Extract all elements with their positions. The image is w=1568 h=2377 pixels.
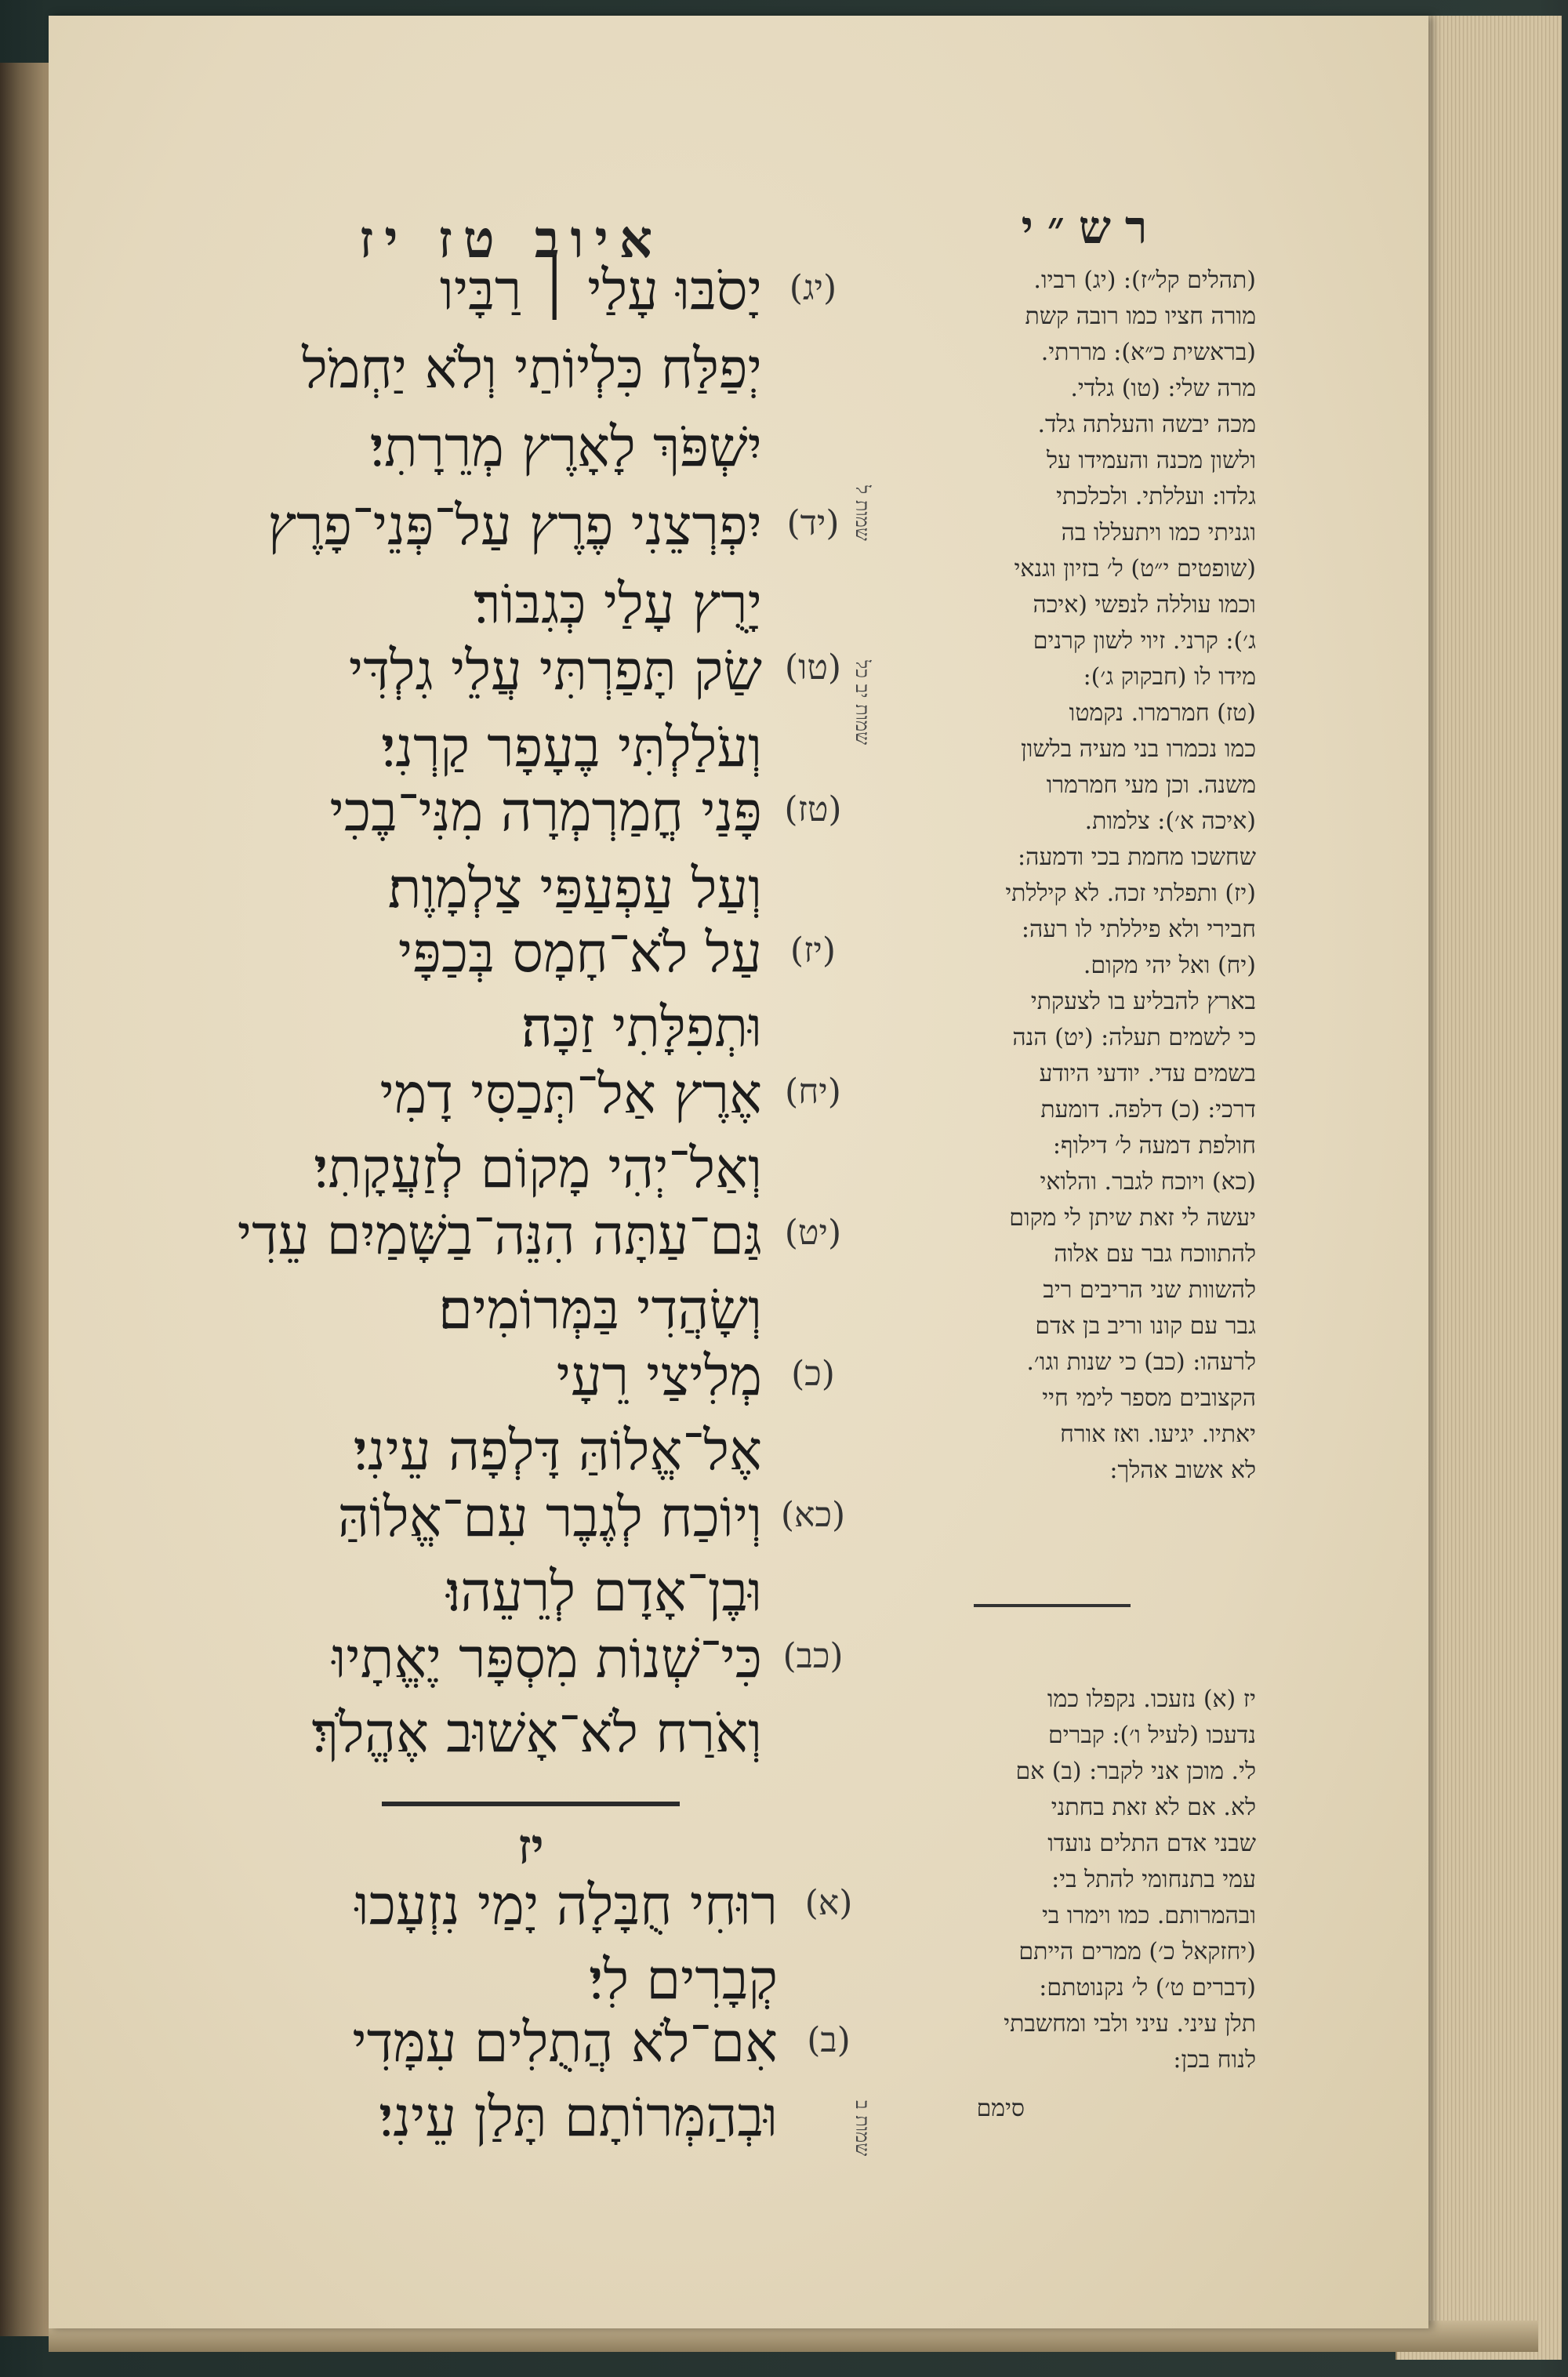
verse-number: (ב) [807,2020,851,2060]
commentary-separator [974,1604,1131,1607]
page-header-rashi: רש״י [1021,201,1162,254]
commentary-line: חבירי ולא פיללתי לו רעה: [1021,916,1256,943]
page-header-main: איוב טז יז [358,209,664,270]
verse-line: וְיוֹכַח לְגֶבֶר עִם־אֱלוֹהַּ [337,1485,762,1549]
commentary-line: בארץ להבליע בו לצעקתי [1030,988,1256,1015]
verse-line: שַׂק תָּפַרְתִּי עֲלֵי גִלְדִּי [348,638,762,702]
catchword: סימם [976,2095,1025,2122]
verse-number: (א) [804,1883,853,1923]
commentary-line: נדעכו (לעיל ו׳): קברים [1048,1722,1256,1749]
verse-line: וְשָׂהֲדִי בַּמְּרוֹמִים׃ [437,1277,762,1341]
commentary-line: (יח) ואל יהי מקום. [1083,952,1256,979]
commentary-line: (דברים ט׳) ל׳ נקנוטתם: [1039,1974,1256,2001]
commentary-line: שחשכו מחמת בכי ודמעה: [1017,844,1256,871]
commentary-line: וגניתי כמו ויתעללו בה [1061,519,1256,546]
commentary-line: לא אשוב אהלך: [1109,1457,1256,1484]
chapter-heading: יז [517,1818,544,1875]
commentary-line: (יחזקאל כ׳) ממרים הייתם [1018,1938,1256,1965]
commentary-line: שבני אדם התלים נועדו [1047,1830,1256,1857]
verse-number: (יד) [786,503,840,543]
commentary-line: דרכי: (כ) דלפה. דומעת [1040,1096,1256,1123]
verse-line: יְפַלַּח כִּלְיוֹתַי וְלֹא יַחְמֹל [302,336,762,401]
commentary-line: להתווכח גבר עם אלוה [1054,1240,1256,1268]
verse-number: (יח) [785,1072,841,1112]
verse-line: וּתְפִלָּתִי זַכָּה׃ [521,995,762,1059]
commentary-line: כי לשמים תעלה: (יט) הנה [1012,1024,1256,1051]
commentary-line: מורה חציו כמו רובה קשת [1025,303,1256,330]
margin-reference: שמות ל [851,485,873,541]
book-spine [0,63,49,2336]
commentary-line: בשמים עדי. יודעי היודע [1039,1060,1256,1087]
commentary-line: (תהלים קל״ז): (יג) רביו. [1033,267,1256,294]
verse-line: עַל לֹא־חָמָס בְּכַפָּי [397,920,762,985]
verse-line: וְעֹלַלְתִּי בֶעָפָר קַרְנִי׃ [381,715,762,779]
verse-line: קְבָרִים לִי׃ [589,1947,778,2012]
commentary-line: גלדו: ועללתי. ולכלכתי [1056,483,1256,510]
verse-line: יִפְרְצֵנִי פֶרֶץ עַל־פְּנֵי־פָרֶץ [267,493,762,557]
verse-line: מְלִיצַי רֵעָי [556,1344,762,1408]
commentary-line: ג׳): קרני. זיוי לשון קרנים [1033,627,1256,655]
verse-line: רוּחִי חֻבָּלָה יָמַי נִזְעָכוּ [354,1873,778,1937]
commentary-line: יאתיו. יגיעו. ואז אורח [1060,1421,1256,1448]
commentary-line: כמו נכמרו בני מעיה בלשון [1021,735,1256,763]
margin-reference: שמות ב [851,2099,873,2156]
verse-line: פָּנַי חֳמַרְמְרָה מִנִּי־בֶכִי [329,779,762,844]
commentary-line: משנה. וכן מעי חמרמרו [1046,771,1256,799]
verse-line: יָרֻץ עָלַי כְּגִבּוֹר׃ [474,572,762,636]
verse-line: וְעַל עַפְעַפַּי צַלְמָוֶת׃ [387,856,762,920]
commentary-line: ובהמרותם. כמו וימרו בי [1042,1902,1256,1929]
verse-line: יִשְׁפֹּךְ לָאָרֶץ מְרֵרָתִי׃ [369,415,762,479]
verse-line: גַּם־עַתָּה הִנֵּה־בַשָּׁמַיִם עֵדִי [237,1203,762,1267]
verse-line: וְאֹרַח לֹא־אָשׁוּב אֶהֱלֹךְ׃ [311,1700,762,1765]
commentary-line: חולפת דמעה ל׳ דילוף: [1052,1132,1256,1159]
verse-line: כִּי־שְׁנוֹת מִסְפָּר יֶאֱתָיוּ [332,1626,762,1690]
commentary-line: (שופטים י״ט) ל׳ בזיון וגנאי [1014,555,1256,582]
margin-reference: שמות יב כל [851,659,873,745]
commentary-line: עמי בתנחומי להתל בי: [1051,1866,1256,1893]
verse-number: (יז) [789,931,837,971]
verse-line: וּבְהַמְּרוֹתָם תָּלַן עֵינִי׃ [379,2085,778,2149]
verse-number: (יט) [784,1213,842,1253]
book-page [49,16,1428,2328]
verse-number: (כב) [782,1636,844,1676]
verse-number: (טז) [784,789,842,829]
commentary-line: תלן עיני. עיני ולבי ומחשבתי [1004,2010,1256,2038]
commentary-line: (טז) חמרמרו. נקמטו [1069,699,1256,727]
verse-line: אֶרֶץ אַל־תְּכַסִּי דָמִי [379,1061,762,1126]
commentary-line: מכה יבשה והעלתה גלד. [1037,411,1256,438]
verse-line: אִם־לֹא הֲתֻלִים עִמָּדִי [352,2010,778,2074]
verse-number: (טו) [784,648,842,688]
commentary-line: (כא) ויוכח לגבר. והלואי [1040,1168,1256,1196]
commentary-line: יז (א) נזעכו. נקפלו כמו [1047,1686,1256,1713]
commentary-line: מרה שלי: (טו) גלדי. [1070,375,1256,402]
commentary-line: לי. מוכן אני לקבר: (ב) אם [1015,1758,1256,1785]
commentary-line: ולשון מכנה והעמידו על [1046,447,1256,474]
verse-number: (כ) [791,1354,835,1394]
commentary-line: לרעהו: (כב) כי שנות וגו׳. [1026,1348,1256,1376]
commentary-line: (איכה א׳): צלמות. [1084,807,1256,835]
verse-number: (כא) [780,1495,846,1535]
verse-line: וְאַל־יְהִי מָקוֹם לְזַעֲקָתִי׃ [314,1136,762,1200]
commentary-line: יעשה לי זאת שיתן לי מקום [1009,1204,1256,1232]
commentary-line: הקצובים מספר לימי חיי [1042,1384,1256,1412]
chapter-divider [382,1802,680,1806]
verse-line: יָסֹבּוּ עָלַי ׀ רַבָּיו [439,258,762,322]
commentary-line: גבר עם קונו וריב בן אדם [1035,1312,1256,1340]
commentary-line: וכמו עוללה לנפשי (איכה [1033,591,1256,619]
commentary-line: לנוח בכן: [1173,2046,1256,2074]
commentary-line: להשוות שני הריבים ריב [1043,1276,1256,1304]
commentary-line: מידו לו (חבקוק ג׳): [1083,663,1256,691]
commentary-line: לא. אם לא זאת בחתני [1051,1794,1256,1821]
verse-line: וּבֶן־אָדָם לְרֵעֵהוּ׃ [446,1559,762,1624]
commentary-line: (בראשית כ״א): מררתי. [1040,339,1256,366]
verse-line: אֶל־אֱלוֹהַּ דָּלְפָה עֵינִי׃ [353,1418,762,1482]
commentary-line: (יז) ותפלתי זכה. לא קיללתי [1005,880,1256,907]
verse-number: (יג) [789,268,837,308]
